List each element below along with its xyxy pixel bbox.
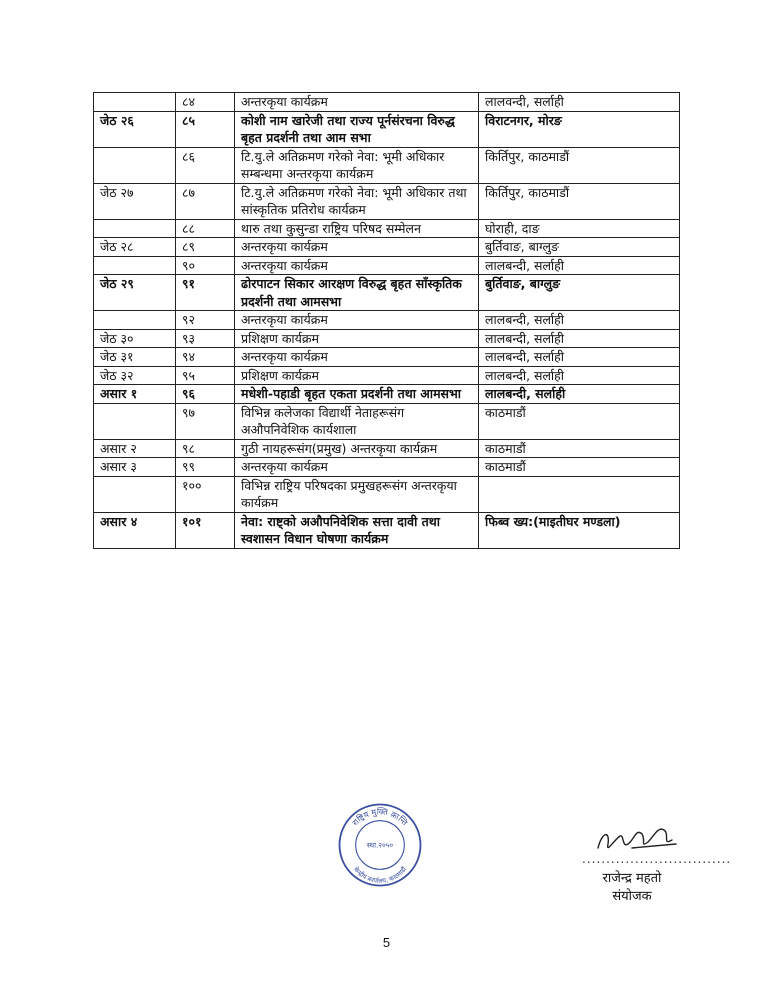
table-row	[94, 238, 680, 257]
date-cell	[94, 219, 176, 238]
seal-outer-text: राष्ट्रिय मुक्ति क्रान्ति	[349, 806, 410, 828]
page-number: 5	[382, 935, 391, 950]
table-row	[94, 329, 680, 348]
number-cell: ९८	[176, 439, 235, 458]
date-cell: जेठ २८	[94, 238, 176, 257]
table-row	[94, 385, 680, 404]
date-cell: जेठ २९	[94, 275, 176, 311]
program-cell: कोशी नाम खारेजी तथा राज्य पूर्नसंरचना विरुद्ध बृहत प्रदर्शनी तथा आम सभा	[235, 111, 479, 147]
number-cell: ८८	[176, 219, 235, 238]
number-cell: ९४	[176, 348, 235, 367]
table-row	[94, 147, 680, 183]
number-cell: १००	[176, 476, 235, 512]
table-row	[94, 219, 680, 238]
number-cell: ९९	[176, 458, 235, 477]
date-cell	[94, 93, 176, 112]
location-cell: किर्तिपुर, काठमाडौं	[479, 147, 680, 183]
program-cell: गुठी नायहरूसंग(प्रमुख) अन्तरकृया कार्यक्रम	[235, 439, 479, 458]
date-cell: असार ३	[94, 458, 176, 477]
location-cell: काठमाडौं	[479, 439, 680, 458]
date-cell: असार २	[94, 439, 176, 458]
location-cell: लालबन्दी, सर्लाही	[479, 385, 680, 404]
number-cell: ८५	[176, 111, 235, 147]
number-cell: ९३	[176, 329, 235, 348]
table-row	[94, 512, 680, 548]
number-cell: ९६	[176, 385, 235, 404]
date-cell: जेठ २६	[94, 111, 176, 147]
date-cell: असार ४	[94, 512, 176, 548]
program-cell: मधेशी-पहाडी बृहत एकता प्रदर्शनी तथा आमसभा	[235, 385, 479, 404]
signer-title: संयोजक	[612, 889, 652, 904]
date-cell: जेठ ३१	[94, 348, 176, 367]
program-cell: प्रशिक्षण कार्यक्रम	[235, 366, 479, 385]
location-cell: किर्तिपुर, काठमाडौं	[479, 183, 680, 219]
number-cell: ९०	[176, 256, 235, 275]
table-row	[94, 93, 680, 112]
number-cell: ८६	[176, 147, 235, 183]
program-cell: ढोरपाटन सिकार आरक्षण विरुद्ध बृहत साँस्कृतिक प्रदर्शनी तथा आमसभा	[235, 275, 479, 311]
number-cell: ९७	[176, 403, 235, 439]
location-cell: घोराही, दाङ	[479, 219, 680, 238]
location-cell: लालबन्दी, सर्लाही	[479, 311, 680, 330]
program-cell: थारु तथा कुसुन्डा राष्ट्रिय परिषद सम्मेलन	[235, 219, 479, 238]
table-row	[94, 256, 680, 275]
number-cell: ९१	[176, 275, 235, 311]
schedule-table-body	[94, 93, 680, 549]
table-row	[94, 275, 680, 311]
number-cell: ९२	[176, 311, 235, 330]
date-cell	[94, 311, 176, 330]
date-cell	[94, 147, 176, 183]
location-cell: लालबन्दी, सर्लाही	[479, 256, 680, 275]
seal-bottom-text: केन्द्रीय कार्यालय, काठमाडौं	[351, 865, 409, 885]
program-cell: प्रशिक्षण कार्यक्रम	[235, 329, 479, 348]
program-cell: नेवा: राष्ट्को अऔपनिवेशिक सत्ता दावी तथा स्वशासन विधान घोषणा कार्यक्रम	[235, 512, 479, 548]
program-cell: अन्तरकृया कार्यक्रम	[235, 348, 479, 367]
seal-inner-text: स्था.२०५०	[366, 840, 394, 850]
number-cell: ९५	[176, 366, 235, 385]
location-cell: लालबन्दी, सर्लाही	[479, 348, 680, 367]
number-cell: १०१	[176, 512, 235, 548]
program-cell: विभिन्न राष्ट्रिय परिषदका प्रमुखहरूसंग अन्तरकृया कार्यक्रम	[235, 476, 479, 512]
location-cell: लालवन्दी, सर्लाही	[479, 93, 680, 112]
location-cell: बुर्तिवाङ, बाग्लुङ	[479, 275, 680, 311]
svg-text:केन्द्रीय कार्यालय, काठमाडौं	[352, 865, 408, 885]
location-cell: लालबन्दी, सर्लाही	[479, 366, 680, 385]
number-cell: ८७	[176, 183, 235, 219]
location-cell: काठमाडौं	[479, 403, 680, 439]
signer-name: राजेन्द्र महतो	[602, 871, 662, 886]
location-cell: विराटनगर, मोरङ	[479, 111, 680, 147]
schedule-table	[93, 92, 680, 549]
table-row	[94, 311, 680, 330]
table-row	[94, 458, 680, 477]
table-row	[94, 476, 680, 512]
date-cell	[94, 256, 176, 275]
program-cell: अन्तरकृया कार्यक्रम	[235, 311, 479, 330]
date-cell: जेठ ३२	[94, 366, 176, 385]
program-cell: अन्तरकृया कार्यक्रम	[235, 256, 479, 275]
program-cell: विभिन्न कलेजका विद्यार्थी नेताहरूसंग अऔपनिवेशिक कार्यशाला	[235, 403, 479, 439]
number-cell: ८४	[176, 93, 235, 112]
location-cell	[479, 476, 680, 512]
table-row	[94, 403, 680, 439]
program-cell: अन्तरकृया कार्यक्रम	[235, 238, 479, 257]
table-row	[94, 111, 680, 147]
location-cell: बुर्तिवाङ, बाग्लुङ	[479, 238, 680, 257]
date-cell	[94, 403, 176, 439]
location-cell: काठमाडौं	[479, 458, 680, 477]
table-row	[94, 348, 680, 367]
program-cell: अन्तरकृया कार्यक्रम	[235, 93, 479, 112]
date-cell: जेठ ३०	[94, 329, 176, 348]
table-row	[94, 439, 680, 458]
date-cell: जेठ २७	[94, 183, 176, 219]
signature-line: ...............................	[582, 852, 732, 866]
program-cell: टि.यु.ले अतिक्रमण गरेको नेवा: भूमी अधिकार सम्बन्धमा अन्तरकृया कार्यक्रम	[235, 147, 479, 183]
number-cell: ८९	[176, 238, 235, 257]
organization-seal	[335, 800, 425, 890]
program-cell: अन्तरकृया कार्यक्रम	[235, 458, 479, 477]
location-cell: फिब्व ख्य:(माइतीघर मण्डला)	[479, 512, 680, 548]
location-cell: लालबन्दी, सर्लाही	[479, 329, 680, 348]
table-row	[94, 183, 680, 219]
date-cell	[94, 476, 176, 512]
date-cell: असार १	[94, 385, 176, 404]
table-row	[94, 366, 680, 385]
program-cell: टि.यु.ले अतिक्रमण गरेको नेवा: भूमी अधिकार तथा सांस्कृतिक प्रतिरोध कार्यक्रम	[235, 183, 479, 219]
